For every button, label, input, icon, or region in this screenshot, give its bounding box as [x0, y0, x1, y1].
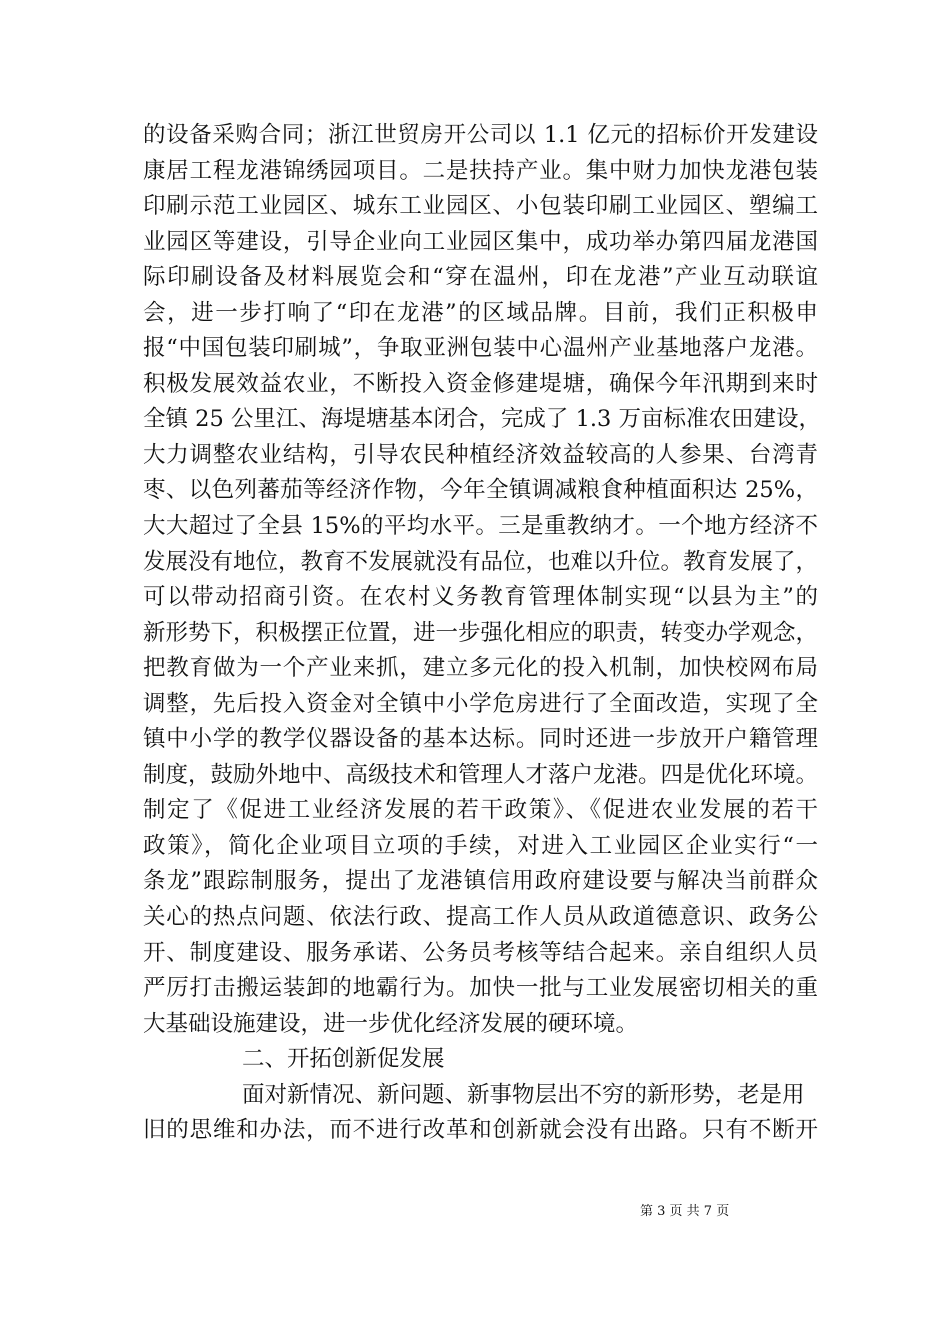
text-line: 严厉打击搬运装卸的地霸行为。加快一批与工业发展密切相关的重	[143, 975, 818, 1002]
text-line: 枣、以色列蕃茄等经济作物，今年全镇调减粮食种植面积达 25%，	[143, 477, 818, 504]
section-heading: 二、开拓创新促发展	[242, 1046, 445, 1073]
text-line: 制度，鼓励外地中、高级技术和管理人才落户龙港。四是优化环境。	[143, 761, 819, 788]
text-line: 面对新情况、新问题、新事物层出不穷的新形势，老是用	[242, 1081, 805, 1108]
text-line: 会，进一步打响了“印在龙港”的区域品牌。目前，我们正积极申	[143, 299, 818, 326]
text-line: 关心的热点问题、依法行政、提高工作人员从政道德意识、政务公	[143, 904, 818, 931]
text-line: 大基础设施建设，进一步优化经济发展的硬环境。	[143, 1010, 639, 1037]
text-line: 积极发展效益农业，不断投入资金修建堤塘，确保今年汛期到来时	[143, 370, 818, 397]
text-line: 把教育做为一个产业来抓，建立多元化的投入机制，加快校网布局	[143, 655, 818, 682]
text-line: 镇中小学的教学仪器设备的基本达标。同时还进一步放开户籍管理	[143, 726, 818, 753]
text-line: 报“中国包装印刷城”，争取亚洲包装中心温州产业基地落户龙港。	[143, 335, 818, 362]
text-line: 可以带动招商引资。在农村义务教育管理体制实现“以县为主”的	[143, 584, 818, 611]
page-number-footer: 第 3 页 共 7 页	[640, 1204, 730, 1219]
text-line: 新形势下，积极摆正位置，进一步强化相应的职责，转变办学观念，	[143, 619, 819, 646]
text-line: 际印刷设备及材料展览会和“穿在温州，印在龙港”产业互动联谊	[143, 264, 818, 291]
text-line: 的设备采购合同；浙江世贸房开公司以 1.1 亿元的招标价开发建设	[143, 122, 818, 148]
text-line: 发展没有地位，教育不发展就没有品位，也难以升位。教育发展了，	[143, 548, 819, 575]
text-line: 调整，先后投入资金对全镇中小学危房进行了全面改造，实现了全	[143, 690, 818, 717]
text-line: 制定了《促进工业经济发展的若干政策》、《促进农业发展的若干	[143, 797, 818, 824]
text-line: 大大超过了全县 15%的平均水平。三是重教纳才。一个地方经济不	[143, 513, 818, 540]
body-text	[143, 118, 822, 1149]
text-line: 开、制度建设、服务承诺、公务员考核等结合起来。亲自组织人员	[143, 939, 818, 966]
text-line: 业园区等建设，引导企业向工业园区集中，成功举办第四届龙港国	[143, 228, 818, 255]
text-line: 旧的思维和办法，而不进行改革和创新就会没有出路。只有不断开	[143, 1117, 818, 1144]
text-line: 政策》，简化企业项目立项的手续，对进入工业园区企业实行“一	[143, 832, 818, 859]
text-line: 全镇 25 公里江、海堤塘基本闭合，完成了 1.3 万亩标准农田建设，	[143, 406, 822, 433]
text-line: 大力调整农业结构，引导农民种植经济效益较高的人参果、台湾青	[143, 441, 818, 468]
text-line: 康居工程龙港锦绣园项目。二是扶持产业。集中财力加快龙港包装	[143, 157, 818, 184]
text-line: 印刷示范工业园区、城东工业园区、小包装印刷工业园区、塑编工	[143, 193, 818, 220]
text-line: 条龙”跟踪制服务，提出了龙港镇信用政府建设要与解决当前群众	[143, 868, 818, 895]
